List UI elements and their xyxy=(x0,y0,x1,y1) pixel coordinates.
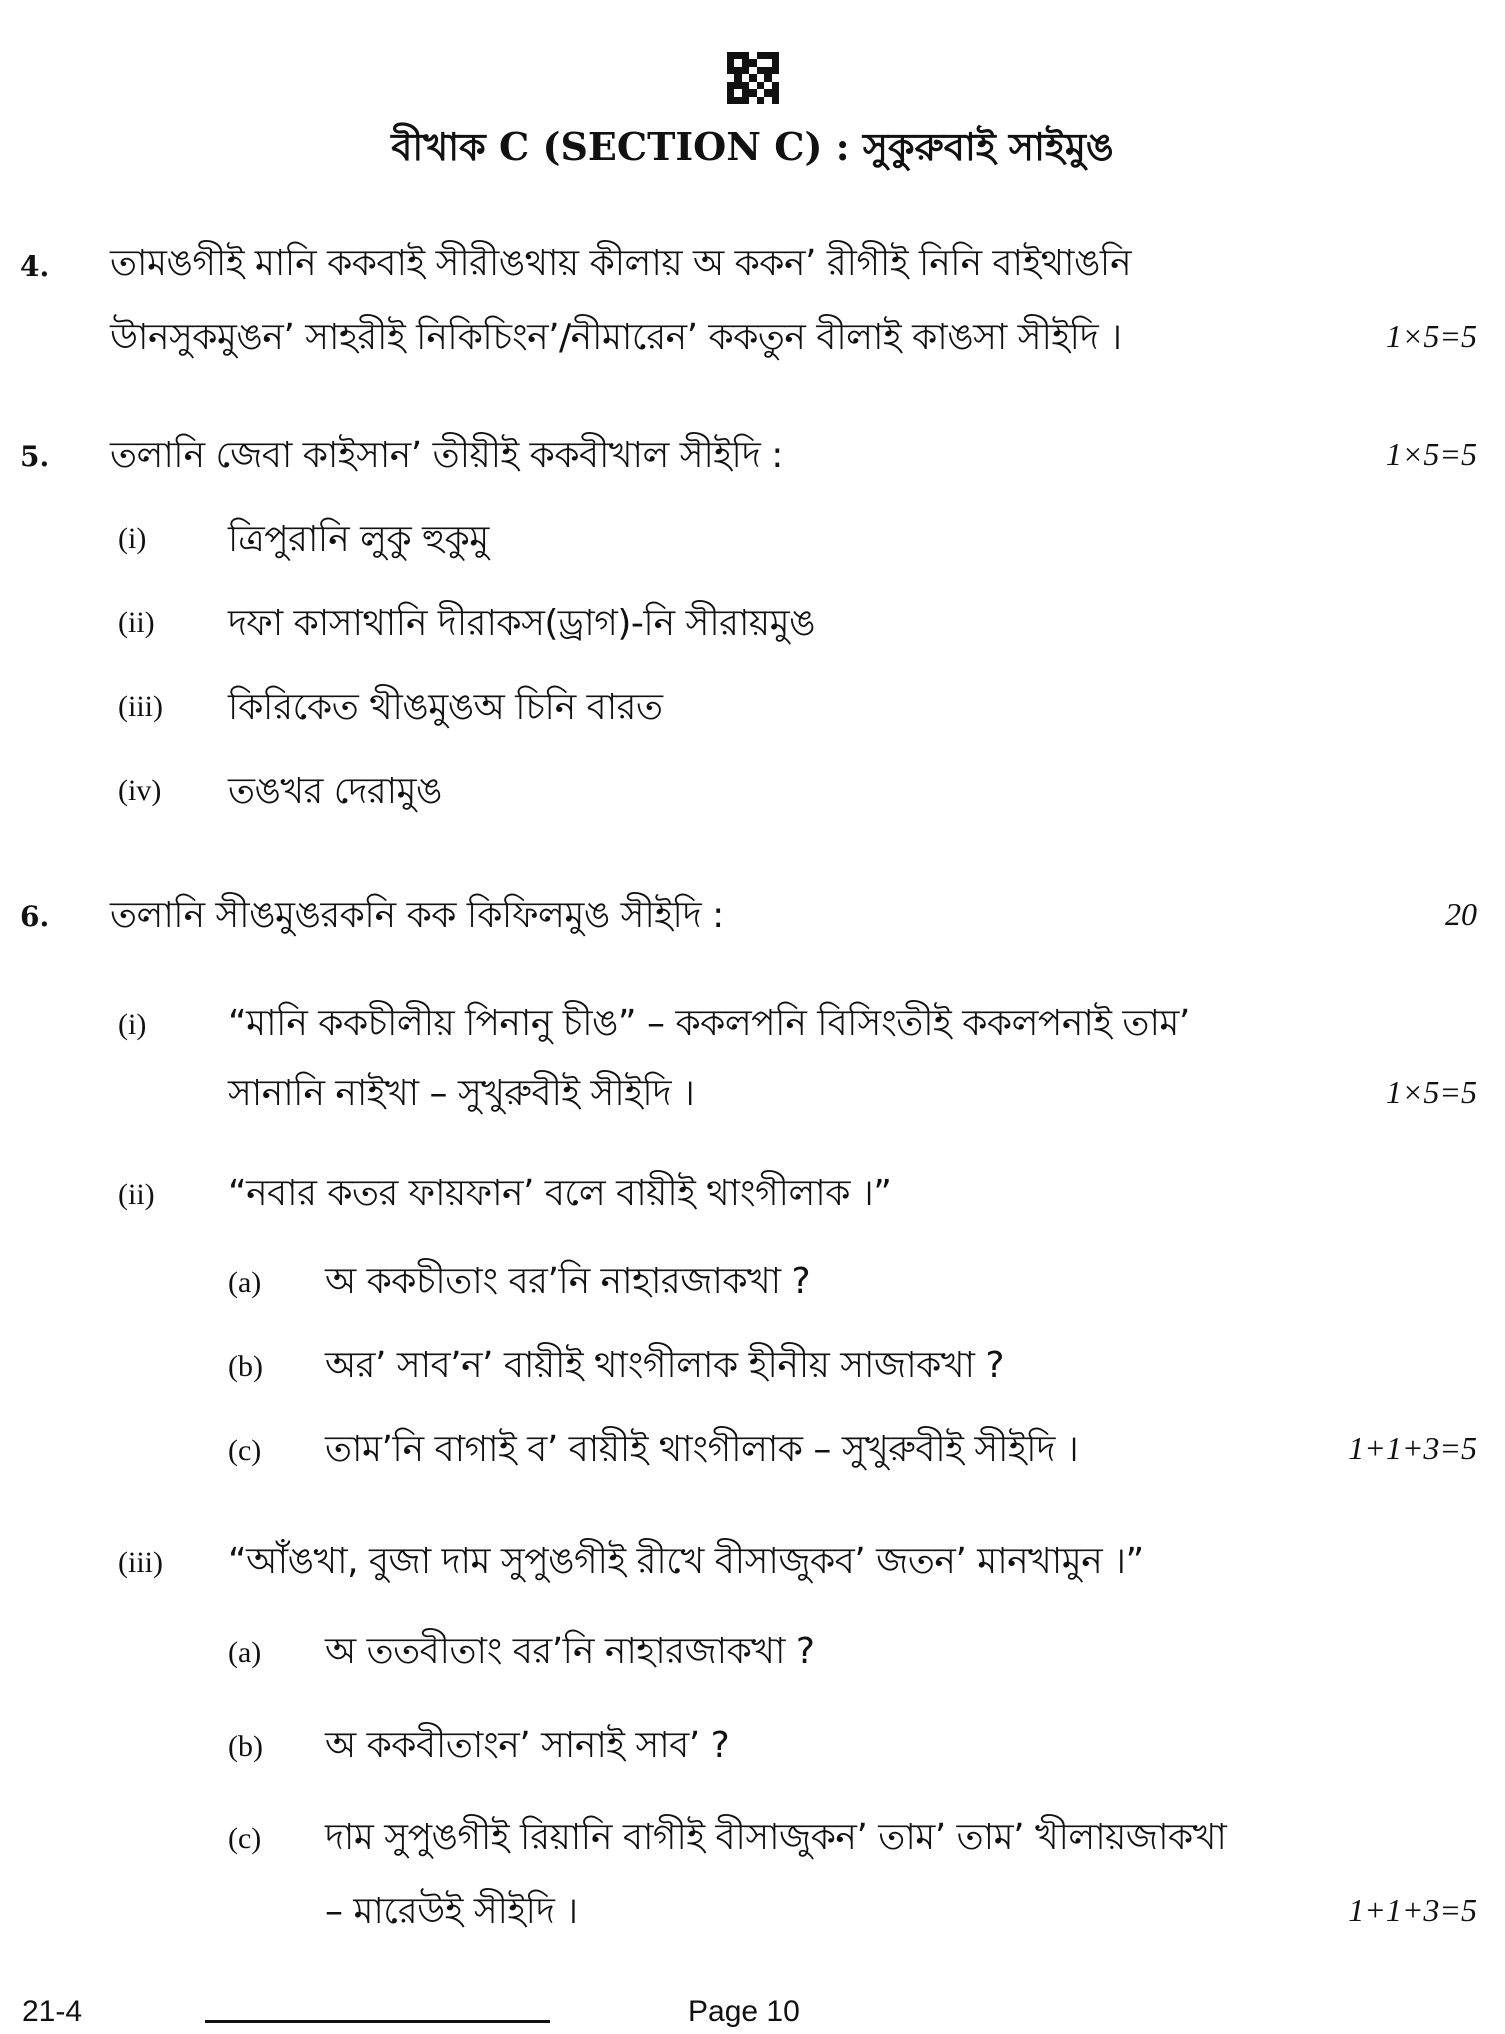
paper-code: 21-4 xyxy=(22,1995,83,2028)
part-text-line: সানানি নাইখা – সুখুরুবীই সীইদি । xyxy=(228,1073,695,1114)
question-text-line: তামঙগীই মানি ককবাই সীরীঙথায় কীলায় অ ককন’ রীগীই নিনি বাইথাঙনি xyxy=(110,243,1132,284)
subpart-label: (a) xyxy=(228,1266,262,1299)
part-text: তঙখর দেরামুঙ xyxy=(228,771,442,812)
subpart-text: অর’ সাব’ন’ বায়ীই থাংগীলাক হীনীয় সাজাকখা ? xyxy=(325,1345,1004,1386)
part-label: (iv) xyxy=(118,774,162,807)
footer-divider xyxy=(205,2020,550,2023)
part-text: ত্রিপুরানি লুকু হুকুমু xyxy=(228,519,489,560)
subpart-text: অ ককচীতাং বর’নি নাহারজাকখা ? xyxy=(325,1261,811,1302)
subpart-text: – মারেউই সীইদি । xyxy=(325,1891,578,1932)
part-label: (i) xyxy=(118,1008,147,1041)
question-number: 5. xyxy=(20,440,50,473)
part-label: (iii) xyxy=(118,1546,163,1579)
subpart-text: দাম সুপুঙগীই রিয়ানি বাগীই বীসাজুকন’ তাম’ তাম’ খীলায়জাকখা xyxy=(325,1817,1227,1858)
subpart-text: অ ততবীতাং বর’নি নাহারজাকখা ? xyxy=(325,1631,815,1672)
part-label: (iii) xyxy=(118,690,163,723)
question-text-line: তলানি সীঙমুঙরকনি কক কিফিলমুঙ সীইদি : xyxy=(110,895,724,936)
part-marks: 1×5=5 xyxy=(1385,1074,1477,1110)
section-title: বীখাক C (SECTION C) : সুকুরুবাই সাইমুঙ xyxy=(391,124,1114,169)
question-marks: 1×5=5 xyxy=(1385,436,1477,472)
question-marks: 20 xyxy=(1445,896,1477,932)
subpart-text: অ ককবীতাংন’ সানাই সাব’ ? xyxy=(325,1725,730,1766)
subpart-label: (c) xyxy=(228,1822,262,1855)
question-number: 4. xyxy=(20,250,50,283)
subpart-text: তাম’নি বাগাই ব’ বায়ীই থাংগীলাক – সুখুরুবীই সীইদি । xyxy=(325,1429,1079,1470)
question-text-line: তলানি জেবা কাইসান’ তীয়ীই ককবীখাল সীইদি : xyxy=(110,435,783,476)
subpart-label: (b) xyxy=(228,1350,263,1383)
question-number: 6. xyxy=(20,900,50,933)
part-marks: 1+1+3=5 xyxy=(1348,1430,1477,1466)
page-number: Page 10 xyxy=(688,1995,800,2028)
question-text-line: উানসুকমুঙন’ সাহরীই নিকিচিংন’/নীমারেন’ ককতুন বীলাই কাঙসা সীইদি । xyxy=(110,317,1122,358)
part-text: দফা কাসাথানি দীরাকস(ড্রাগ)-নি সীরায়মুঙ xyxy=(228,603,816,644)
part-label: (ii) xyxy=(118,606,155,639)
part-text-line: “মানি ককচীলীয় পিনানু চীঙ” – ককলপনি বিসিংতীই ককলপনাই তাম’ xyxy=(228,1003,1190,1044)
subpart-label: (b) xyxy=(228,1730,263,1763)
part-text: কিরিকেত থীঙমুঙঅ চিনি বারত xyxy=(228,687,663,728)
part-label: (ii) xyxy=(118,1178,155,1211)
part-text-line: “নবার কতর ফায়ফান’ বলে বায়ীই থাংগীলাক ।” xyxy=(228,1173,892,1214)
question-marks: 1×5=5 xyxy=(1385,318,1477,354)
subpart-label: (c) xyxy=(228,1434,262,1467)
part-marks: 1+1+3=5 xyxy=(1348,1892,1477,1928)
part-text-line: “আঁঙখা, বুজা দাম সুপুঙগীই রীখে বীসাজুকব’ জতন’ মানখামুন ।” xyxy=(228,1541,1144,1582)
qr-code-icon xyxy=(727,52,779,104)
subpart-label: (a) xyxy=(228,1636,262,1669)
part-label: (i) xyxy=(118,522,147,555)
